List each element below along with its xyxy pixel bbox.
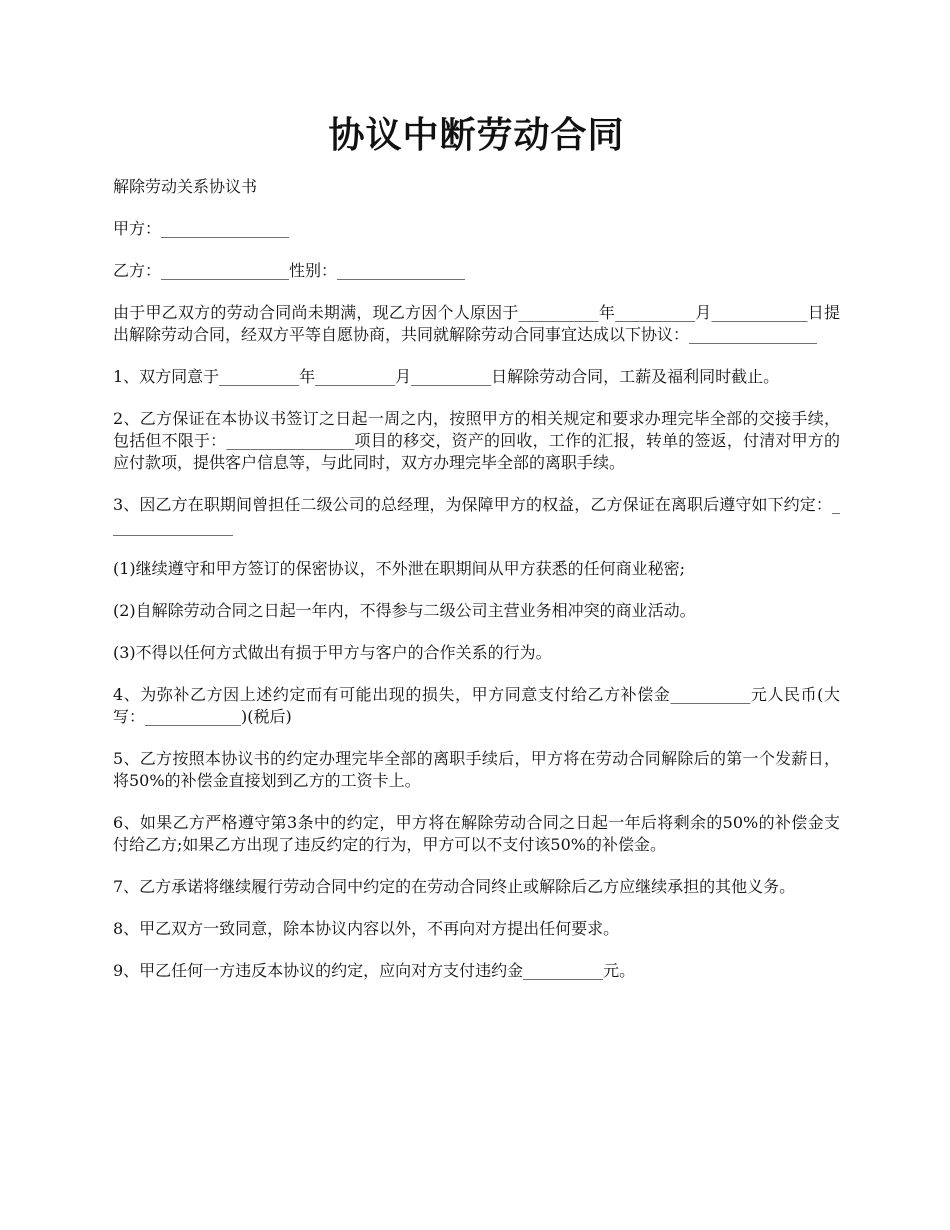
clause-5: 5、乙方按照本协议书的约定办理完毕全部的离职手续后，甲方将在劳动合同解除后的第一个发薪日，将50%的补偿金直接划到乙方的工资卡上。 [113,749,840,790]
clause-8: 8、甲乙双方一致同意，除本协议内容以外，不再向对方提出任何要求。 [113,919,620,938]
document-page [113,110,840,1002]
party-b-line: 乙方：________________性别：________________ [113,261,466,280]
clause-3: 3、因乙方在职期间曾担任二级公司的总经理，为保障甲方的权益，乙方保证在离职后遵守如下约定：________________ [113,495,840,536]
clause-2: 2、乙方保证在本协议书签订之日起一周之内，按照甲方的相关规定和要求办理完毕全部的交接手续，包括但不限于：________________项目的移交，资产的回收，工作的汇报，转单的签返，付清对甲方的应付款项，提供客户信息等，与此同时，双方办理完毕全部的离职手续。 [113,409,840,472]
clause-1: 1、双方同意于__________年__________月__________日解除劳动合同，工薪及福利同时截止。 [113,367,780,386]
clause-4: 4、为弥补乙方因上述约定而有可能出现的损失，甲方同意支付给乙方补偿金__________元人民币(大写：____________)(税后) [113,685,840,726]
clause-6: 6、如果乙方严格遵守第3条中的约定，甲方将在解除劳动合同之日起一年后将剩余的50%的补偿金支付给乙方;如果乙方出现了违反约定的行为，甲方可以不支付该50%的补偿金。 [113,813,840,854]
agreement-heading: 解除劳动关系协议书 [113,177,258,196]
clause-9: 9、甲乙任何一方违反本协议的约定，应向对方支付违约金__________元。 [113,961,636,980]
clause-3-item-2: (2)自解除劳动合同之日起一年内，不得参与二级公司主营业务相冲突的商业活动。 [113,601,696,620]
clause-7: 7、乙方承诺将继续履行劳动合同中约定的在劳动合同终止或解除后乙方应继续承担的其他义务。 [113,877,796,896]
clause-3-item-3: (3)不得以任何方式做出有损于甲方与客户的合作关系的行为。 [113,643,552,662]
party-a-line: 甲方：________________ [113,219,290,238]
preamble-paragraph: 由于甲乙双方的劳动合同尚未期满，现乙方因个人原因于__________年__________月____________日提出解除劳动合同，经双方平等自愿协商，共同就解除劳动合同事宜达成以下协议：________________ [113,303,840,344]
document-title: 协议中断劳动合同 [328,115,625,156]
clause-3-item-1: (1)继续遵守和甲方签订的保密协议，不外泄在职期间从甲方获悉的任何商业秘密; [113,559,686,578]
